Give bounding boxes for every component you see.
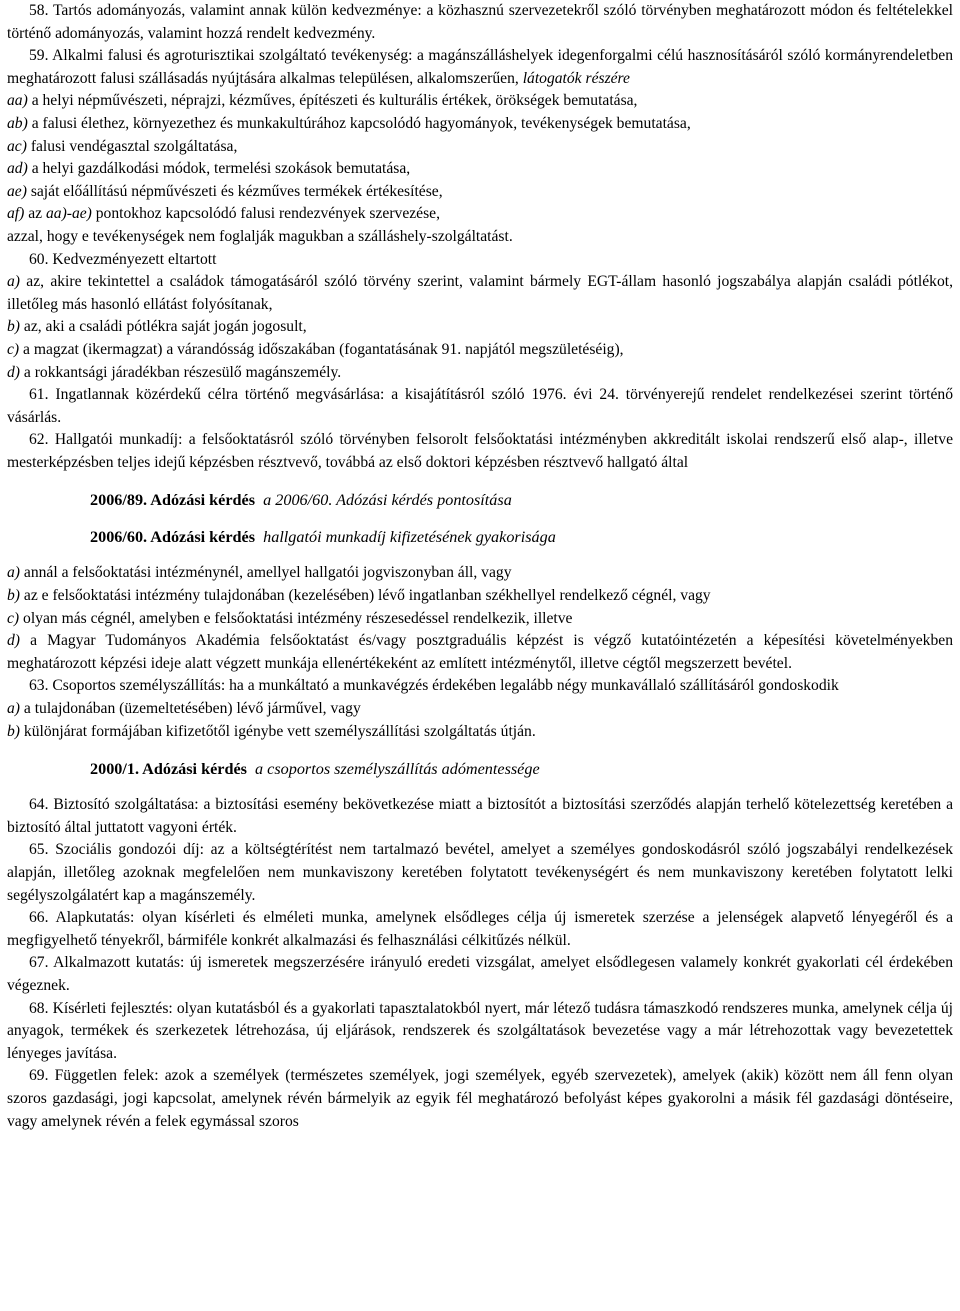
paragraph-62: 62. Hallgatói munkadíj: a felsőoktatásról szóló törvényben felsorolt felsőoktatási intézményben akkreditált iskolai rendszerű első alap-, illetve mesterképzésben teljes idejű képzésben résztvevő, továbbá az első doktori képzésben résztvevő hallgató által [7,431,953,471]
paragraph-58: 58. Tartós adományozás, valamint annak külön kedvezménye: a közhasznú szervezetekről szóló törvényben meghatározott módon és feltételekkel történő adományozás, valamint hozzá rendelt kedvezmény. [7,2,953,42]
list-item-60c [7,339,953,362]
list-item-62c [7,608,953,631]
list-marker: c) [7,340,20,358]
reference-title: hallgatói munkadíj kifizetésének gyakorisága [263,528,556,547]
paragraph-64: 64. Biztosító szolgáltatása: a biztosítási esemény bekövetkezése miatt a biztosítót a biztosítási szerződés alapján terhelő kötelezettség keretében a biztosító által juttatott vagyoni érték. [7,796,953,836]
paragraph-68: 68. Kísérleti fejlesztés: olyan kutatásból és a gyakorlati tapasztalatokból nyert, már létező tudásra támaszkodó rendszeres munka, amelynek célja új anyagok, termékek és szerkezetek létrehozása, új eljárások, rendszerek és szolgáltatások bevezetése vagy a már létrehozottak vagy bevezetettek lényeges javítása. [7,999,953,1062]
reference-title: a csoportos személyszállítás adómentessége [255,760,540,779]
list-text: a helyi népművészeti, néprajzi, kézműves, építészeti és kulturális értékek, örökségek bemutatása, [27,92,638,110]
list-item-60b [7,316,953,339]
list-text: falusi vendégasztal szolgáltatása, [26,137,238,155]
list-item-62d [7,630,953,675]
list-marker: af) [7,205,25,223]
list-item-62b [7,585,953,608]
list-item-ab [7,113,953,136]
list-text: pontokhoz kapcsolódó falusi rendezvények szervezése, [91,205,440,223]
tax-question-reference-3 [90,758,953,780]
list-item-63a [7,698,953,721]
paragraph-59 [7,45,953,90]
list-marker: ab) [7,114,28,132]
list-item-af [7,203,953,226]
list-marker: b) [7,318,20,336]
list-marker: aa) [7,92,28,110]
list-marker: b) [7,587,20,605]
list-item-60d [7,362,953,385]
paragraph-63: 63. Csoportos személyszállítás: ha a munkáltató a munkavégzés érdekében legalább négy munkavállaló szállításáról gondoskodik [29,677,839,695]
list-text: annál a felsőoktatási intézménynél, amellyel hallgatói jogviszonyban áll, vagy [20,564,512,582]
reference-code: 2006/89. Adózási kérdés [90,491,256,510]
list-marker: ae) [7,182,27,200]
reference-code: 2006/60. Adózási kérdés [90,528,256,547]
list-item-63b [7,721,953,744]
reference-title: a 2006/60. Adózási kérdés pontosítása [263,491,512,510]
paragraph-59-closing: azzal, hogy e tevékenységek nem foglalják magukban a szálláshely-szolgáltatást. [7,227,513,245]
tax-question-reference-1 [90,489,953,511]
list-text: különjárat formájában kifizetőtől igénybe vett személyszállítási szolgáltatás útján. [20,722,536,740]
list-marker: a) [7,700,20,718]
list-text: a magzat (ikermagzat) a várandósság időszakában (fogantatásának 91. napjától megszületéséig), [19,340,624,358]
paragraph-59-text: 59. Alkalmi falusi és agroturisztikai szolgáltató tevékenység: a magánszálláshelyek idegenforgalmi célú hasznosításáról szóló kormányrendeletben meghatározott falusi szállásadás nyújtására alkalmas településen, alkalomszerűen, [7,47,953,87]
list-item-ac [7,136,953,159]
list-text: a tulajdonában (üzemeltetésében) lévő járművel, vagy [20,700,361,718]
paragraph-67: 67. Alkalmazott kutatás: új ismeretek megszerzésére irányuló eredeti vizsgálat, amelyet elsődlegesen valamely konkrét gyakorlati cél érdekében végeznek. [7,954,953,994]
list-text: a falusi élethez, környezethez és munkakultúrához kapcsolódó hagyományok, tevékenységek bemutatása, [27,114,691,132]
list-text: a Magyar Tudományos Akadémia felsőoktatást és/vagy posztgraduális képzést is végző kutatóintézetén a képesítési követelményekben meghatározott képzési ideje alatt végzett munkája ellenértékeként az említett intézménytől, illetve cégtől megszerzett bevétel. [7,632,953,672]
list-marker-range: aa)-ae) [45,205,92,223]
list-marker: ad) [7,160,28,178]
list-item-ae [7,181,953,204]
list-text: az [24,205,46,223]
list-marker: a) [7,564,20,582]
paragraph-60: 60. Kedvezményezett eltartott [29,250,217,268]
list-text: olyan más cégnél, amelyben e felsőoktatási intézmény részesedéssel rendelkezik, illetve [19,609,573,627]
list-item-62a [7,562,953,585]
list-item-ad [7,158,953,181]
list-marker: a) [7,273,20,291]
list-item-60a [7,271,953,316]
list-marker: d) [7,632,20,650]
paragraph-65: 65. Szociális gondozói díj: az a költségtérítést nem tartalmazó bevétel, amelyet a személyes gondoskodásról szóló jogszabályi rendelkezések alapján, illetőleg azoknak megfelelően nem munkaviszony keretében folytatott tevékenységért és nem munkaviszony keretében folytatott lelki segélyszolgálatért kap a magánszemély. [7,841,953,904]
paragraph-61: 61. Ingatlannak közérdekű célra történő megvásárlása: a kisajátításról szóló 1976. évi 24. törvényerejű rendelet rendelkezései szerint történő vásárlás. [7,386,953,426]
list-text: saját előállítású népművészeti és kézműves termékek értékesítése, [26,182,443,200]
paragraph-69: 69. Független felek: azok a személyek (természetes személyek, jogi személyek, egyéb szervezetek), amelyek (akik) között nem áll fenn olyan szoros gazdasági, jogi kapcsolat, amelynek révén bármelyik az egyik fél meghatározó befolyást képes gyakorolni a másik fél gazdasági döntéseire, vagy amelynek révén a felek egymással szoros [7,1067,953,1130]
list-text: az, aki a családi pótlékra saját jogán jogosult, [20,318,307,336]
list-text: az e felsőoktatási intézmény tulajdonában (kezelésében) lévő ingatlanban székhellyel rendelkező cégnél, vagy [20,587,711,605]
paragraph-66: 66. Alapkutatás: olyan kísérleti és elméleti munka, amelynek elsődleges célja új ismeretek szerzése a jelenségek alapvető lényegéről és a megfigyelhető tényekről, bármiféle konkrét alkalmazási és felhasználási célkitűzés nélkül. [7,909,953,949]
list-marker: d) [7,363,20,381]
list-text: a helyi gazdálkodási módok, termelési szokások bemutatása, [27,160,411,178]
list-text: a rokkantsági járadékban részesülő magánszemély. [20,363,342,381]
list-marker: ac) [7,137,27,155]
paragraph-59-italic: látogatók részére [522,69,630,87]
list-item-aa [7,90,953,113]
list-marker: c) [7,609,20,627]
reference-code: 2000/1. Adózási kérdés [90,760,247,779]
list-marker: b) [7,722,20,740]
tax-question-reference-2 [90,526,953,548]
list-text: az, akire tekintettel a családok támogatásáról szóló törvény szerint, valamint bármely EGT-állam hasonló jogszabálya alapján családi pótlékot, illetőleg más hasonló ellátást folyósítanak, [7,273,953,313]
